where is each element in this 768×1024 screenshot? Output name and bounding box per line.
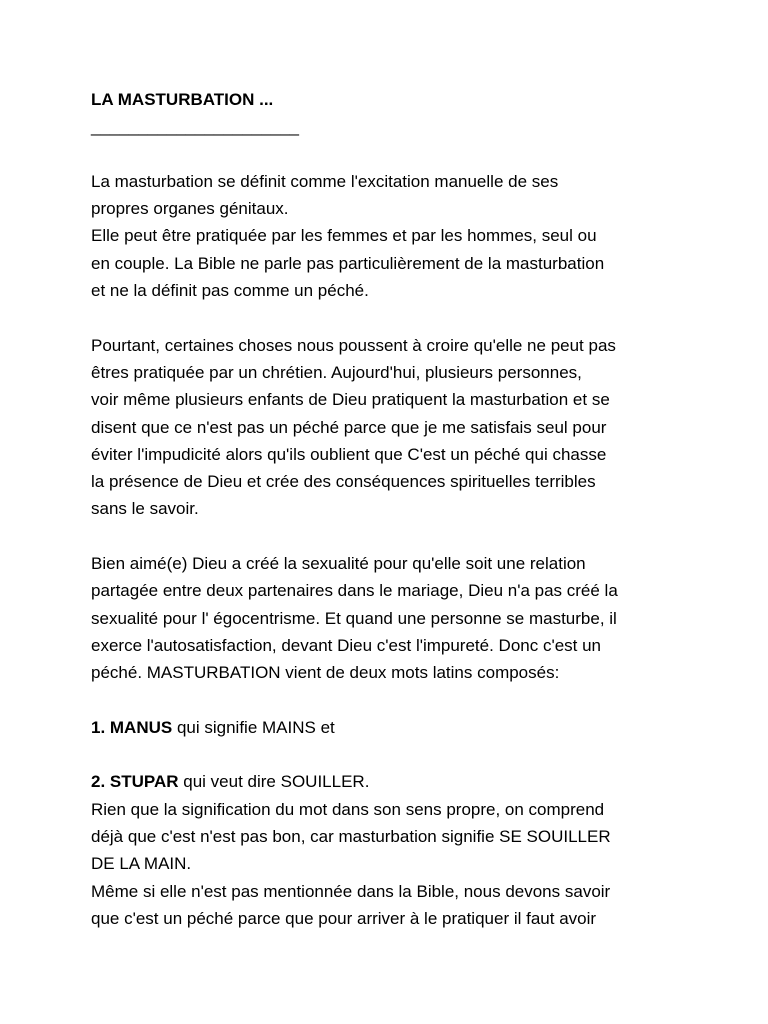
text-line: disent que ce n'est pas un péché parce que je me satisfais seul pour: [91, 417, 607, 437]
text-line: La masturbation se définit comme l'excitation manuelle de ses: [91, 171, 559, 191]
list-item-manus: [91, 714, 708, 741]
text-line: exerce l'autosatisfaction, devant Dieu c'est l'impureté. Donc c'est un: [91, 635, 602, 655]
list-item-stupar: [91, 768, 708, 795]
list-item-text: qui veut dire SOUILLER.: [178, 772, 370, 792]
text-line: propres organes génitaux.: [91, 199, 289, 219]
text-line: sans le savoir.: [91, 499, 199, 519]
paragraph-definition: [91, 168, 708, 304]
list-item-term: 2. STUPAR: [91, 772, 179, 792]
text-line: partagée entre deux partenaires dans le mariage, Dieu n'a pas créé la: [91, 581, 618, 601]
paragraph-sexuality: [91, 550, 708, 686]
text-line: êtres pratiquée par un chrétien. Aujourd'hui, plusieurs personnes,: [91, 362, 582, 382]
text-line: Bien aimé(e) Dieu a créé la sexualité pour qu'elle soit une relation: [91, 554, 586, 574]
list-item-text: qui signifie MAINS et: [172, 717, 335, 737]
paragraph-christian-view: [91, 332, 708, 523]
text-line: en couple. La Bible ne parle pas particulièrement de la masturbation: [91, 253, 605, 273]
text-line: Même si elle n'est pas mentionnée dans la Bible, nous devons savoir: [91, 881, 611, 901]
paragraph-meaning: [91, 796, 708, 932]
text-line: DE LA MAIN.: [91, 854, 192, 874]
text-line: que c'est un péché parce que pour arriver à le pratiquer il faut avoir: [91, 908, 597, 928]
list-item-term: 1. MANUS: [91, 717, 173, 737]
title-underline: ______________________: [91, 117, 300, 137]
spacer: [91, 741, 708, 768]
spacer: [91, 687, 708, 714]
text-line: sexualité pour l' égocentrisme. Et quand une personne se masturbe, il: [91, 608, 617, 628]
text-line: déjà que c'est n'est pas bon, car masturbation signifie SE SOUILLER: [91, 827, 611, 847]
text-line: péché. MASTURBATION vient de deux mots latins composés:: [91, 663, 560, 683]
text-line: et ne la définit pas comme un péché.: [91, 281, 369, 301]
text-line: Rien que la signification du mot dans son sens propre, on comprend: [91, 799, 605, 819]
text-line: Elle peut être pratiquée par les femmes et par les hommes, seul ou: [91, 226, 597, 246]
text-line: la présence de Dieu et crée des conséquences spirituelles terribles: [91, 472, 596, 492]
spacer: [91, 523, 708, 550]
text-line: éviter l'impudicité alors qu'ils oublient que C'est un péché qui chasse: [91, 444, 607, 464]
spacer: [91, 304, 708, 331]
text-line: Pourtant, certaines choses nous poussent à croire qu'elle ne peut pas: [91, 335, 616, 355]
text-line: voir même plusieurs enfants de Dieu pratiquent la masturbation et se: [91, 390, 610, 410]
document-title: LA MASTURBATION ...: [91, 90, 274, 109]
spacer: [91, 141, 708, 168]
